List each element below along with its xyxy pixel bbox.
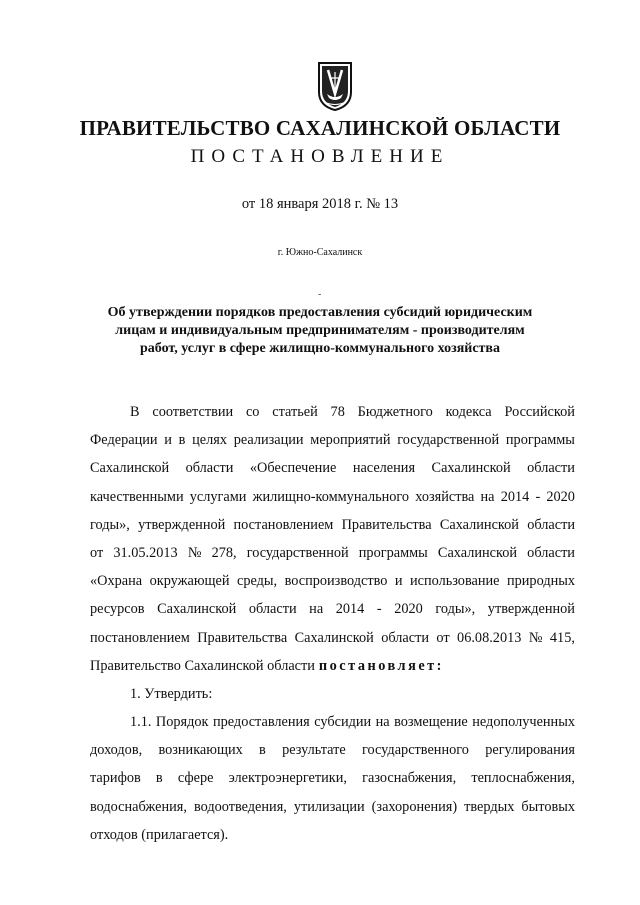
title-line: Об утверждении порядков предоставления субсидий юридическим <box>107 305 533 320</box>
word: со <box>245 404 260 420</box>
word: Порядок <box>155 714 209 731</box>
word: на <box>480 488 495 505</box>
word: в <box>259 742 266 759</box>
word: Сахалинской <box>90 460 170 477</box>
clause-1-1-end: отходов (прилагается). <box>90 826 229 843</box>
word: № <box>528 629 543 646</box>
word: 2020 <box>394 601 423 618</box>
body-line <box>90 454 575 482</box>
word: - <box>376 601 382 618</box>
word: теплоснабжения, <box>471 770 575 787</box>
word: окружающей <box>149 573 230 590</box>
body-line <box>90 821 575 849</box>
word: кодекса <box>445 404 492 420</box>
word: 1.1. <box>130 714 152 731</box>
coat-of-arms-icon <box>316 60 354 112</box>
word: постановлением <box>233 516 334 533</box>
document-title <box>90 304 550 358</box>
title-line: лицам и индивидуальным предпринимателям - производителям <box>115 323 525 338</box>
word: 06.08.2013 <box>457 629 522 646</box>
word: Сахалинской <box>439 516 519 533</box>
word: утвержденной <box>487 601 575 618</box>
word: электроэнергетики, <box>228 770 347 787</box>
word: и <box>394 573 403 590</box>
word: хозяйства <box>415 488 475 505</box>
word: области <box>527 544 575 561</box>
word: постановлением <box>90 629 190 646</box>
body-line <box>90 764 575 792</box>
word: сфере <box>177 770 214 787</box>
word: статьей <box>272 404 318 420</box>
word: государственной <box>246 544 349 561</box>
word: программы <box>505 432 575 449</box>
word: реализации <box>233 432 304 449</box>
body-line <box>90 539 575 567</box>
document-place: г. Южно-Сахалинск <box>277 247 363 258</box>
body-line <box>90 426 575 454</box>
word: водоотведения, <box>193 798 287 815</box>
word: от <box>90 544 104 561</box>
word: возникающих <box>158 742 243 759</box>
word: услугами <box>189 488 247 505</box>
word: утвержденной <box>138 516 226 533</box>
word: Российской <box>504 404 575 420</box>
word: Правительства <box>197 629 288 646</box>
word: «Охрана <box>90 573 143 590</box>
body-line <box>90 511 575 539</box>
word: тарифов <box>90 770 141 787</box>
word: целях <box>192 432 227 449</box>
word: «Обеспечение <box>249 460 337 477</box>
word: в <box>155 770 163 787</box>
word: на <box>309 601 324 618</box>
word: области <box>381 629 429 646</box>
word: доходов, <box>90 742 143 759</box>
word: 2014 <box>335 601 365 618</box>
document-body <box>90 398 575 849</box>
word: качественными <box>90 488 184 505</box>
body-line <box>90 736 575 764</box>
body-line <box>90 652 575 680</box>
word: Сахалинской <box>294 629 374 646</box>
word: программы <box>358 544 428 561</box>
title-line: работ, услуг в сфере жилищно-коммунального хозяйства <box>139 341 500 356</box>
word: 31.05.2013 <box>113 544 178 561</box>
body-line <box>90 595 575 623</box>
resolution-verb: постановляет: <box>318 657 444 674</box>
word: на <box>375 714 390 731</box>
word: области <box>248 601 297 618</box>
word: Сахалинской <box>431 460 511 477</box>
word: Сахалинской <box>437 544 518 561</box>
word: годы», <box>435 601 476 618</box>
word: области <box>185 460 234 477</box>
body-line <box>90 398 575 426</box>
word: № <box>187 544 202 561</box>
word: водоснабжения, <box>90 798 187 815</box>
document-date-number: от 18 января 2018 г. № 13 <box>241 196 399 212</box>
word: В <box>130 404 140 420</box>
word: - <box>535 488 541 505</box>
word: области <box>527 460 575 477</box>
word: (захоронения) <box>371 798 458 815</box>
word: Правительства <box>341 516 432 533</box>
word: в <box>178 432 186 449</box>
word: 2020 <box>546 488 575 505</box>
body-line <box>90 793 575 821</box>
document-type: ПОСТАНОВЛЕНИЕ <box>190 146 450 167</box>
word: соответствии <box>152 404 234 420</box>
word: газоснабжения, <box>362 770 457 787</box>
word: возмещение <box>394 714 468 731</box>
word: государственного <box>362 742 469 759</box>
word: 2014 <box>500 488 530 505</box>
scan-mark: - <box>318 289 322 300</box>
government-name: ПРАВИТЕЛЬСТВО САХАЛИНСКОЙ ОБЛАСТИ <box>79 116 561 140</box>
word: 415, <box>549 629 575 646</box>
word: области <box>527 516 575 533</box>
clause-1: 1. Утвердить: <box>130 685 213 702</box>
word: Бюджетного <box>357 404 433 420</box>
word: субсидии <box>314 714 372 731</box>
word: твердых <box>464 798 515 815</box>
word: ресурсов <box>90 601 145 618</box>
word: от <box>436 629 450 646</box>
word: регулирования <box>485 742 575 759</box>
word: среды, <box>237 573 278 590</box>
word: использование <box>409 573 500 590</box>
word: 78 <box>330 404 345 420</box>
word: предоставления <box>212 714 310 731</box>
resolution-subject: Правительство Сахалинской области <box>90 657 315 674</box>
word: годы», <box>90 516 130 533</box>
body-line <box>90 567 575 595</box>
word: государственной <box>397 432 500 449</box>
word: утилизации <box>293 798 365 815</box>
word: природных <box>506 573 575 590</box>
word: мероприятий <box>310 432 391 449</box>
word: жилищно-коммунального <box>252 488 410 505</box>
word: бытовых <box>521 798 575 815</box>
body-line <box>90 624 575 652</box>
word: и <box>164 432 172 449</box>
word: Сахалинской <box>157 601 237 618</box>
word: 278, <box>211 544 237 561</box>
word: воспроизводство <box>284 573 388 590</box>
word: недополученных <box>472 714 575 731</box>
word: результате <box>282 742 346 759</box>
body-line <box>90 483 575 511</box>
word: Федерации <box>90 432 158 449</box>
word: населения <box>352 460 416 477</box>
body-line <box>90 680 575 708</box>
body-line <box>90 708 575 736</box>
